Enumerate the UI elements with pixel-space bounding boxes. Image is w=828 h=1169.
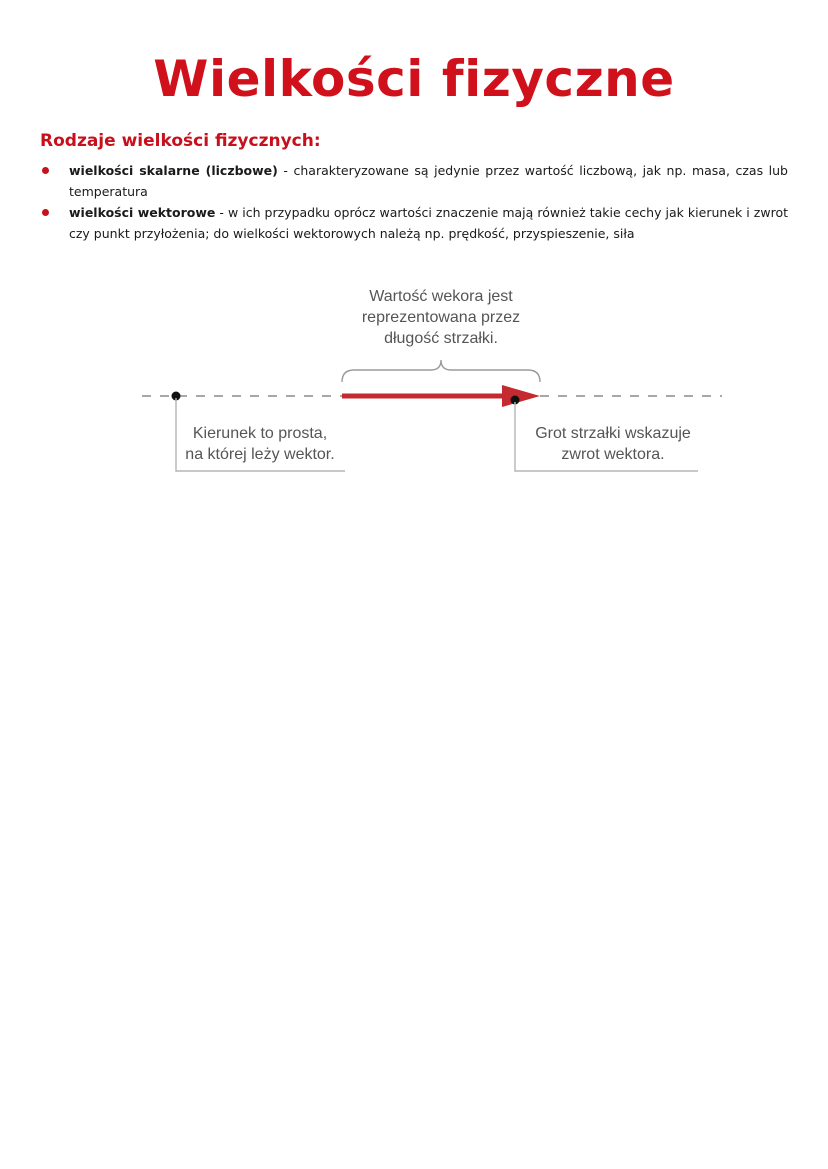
term-vector: wielkości wektorowe [69, 205, 216, 220]
list-item-scalar [40, 160, 788, 202]
bullet-icon [42, 167, 49, 174]
description-vector: - w ich przypadku oprócz wartości znaczenie mają również takie cechy jak kierunek i zwrot czy punkt przyłożenia; do wielkości wektorowych należą np. prędkość, przyspieszenie, siła [69, 205, 788, 241]
list-item-vector [40, 202, 788, 244]
magnitude-brace [342, 360, 540, 382]
term-scalar: wielkości skalarne (liczbowe) [69, 163, 278, 178]
quantity-types-list [40, 160, 788, 244]
direction-label: Kierunek to prosta, na której leży wektor. [185, 425, 335, 463]
bullet-icon [42, 209, 49, 216]
vector-arrowhead [502, 385, 540, 407]
vector-diagram [0, 270, 828, 490]
description-scalar: - charakteryzowane są jedynie przez wartość liczbową, jak np. masa, czas lub temperatura [69, 163, 788, 199]
section-heading: Rodzaje wielkości fizycznych: [40, 131, 321, 151]
magnitude-label: Wartość wekora jest reprezentowana przez długość strzałki. [361, 288, 521, 347]
page-title: Wielkości fizyczne [153, 50, 675, 108]
sense-label: Grot strzałki wskazuje zwrot wektora. [535, 425, 691, 463]
